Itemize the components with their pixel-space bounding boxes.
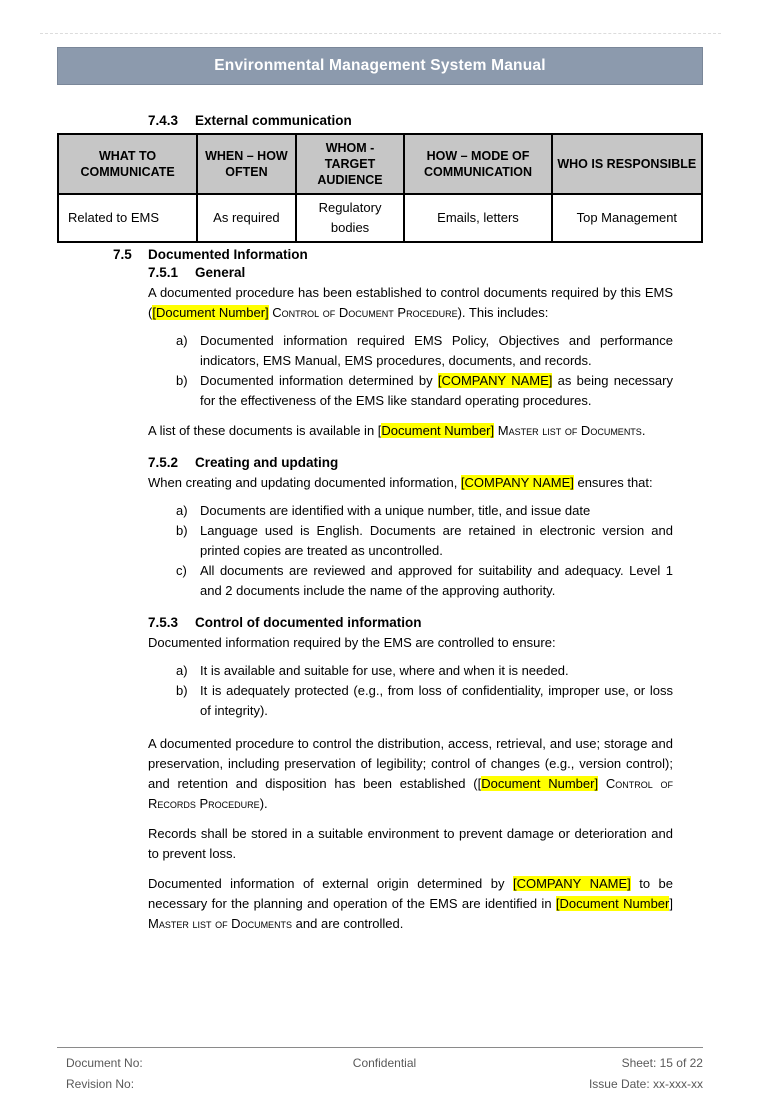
list-item-text: It is adequately protected (e.g., from loss of confidentiality, improper use, or loss of integrity).	[200, 683, 673, 718]
section-number: 7.5.3	[148, 615, 179, 630]
list-marker: a)	[176, 333, 188, 348]
paragraph-751-intro: A documented procedure has been established to control documents required by this EMS ([Document Number] Control of Document Procedure). This includes:	[148, 285, 673, 320]
section-title: General	[195, 265, 246, 280]
paragraph-752-intro: When creating and updating documented information, [COMPANY NAME] ensures that:	[148, 475, 653, 490]
section-number: 7.5.2	[148, 455, 179, 470]
document-body	[0, 85, 761, 934]
list-marker: c)	[176, 563, 187, 578]
section-heading-7-5-2	[148, 455, 673, 471]
list-item-a	[148, 501, 673, 521]
section-heading-7-4-3	[148, 113, 673, 129]
page-top-guide-line	[40, 33, 721, 34]
table-header-cell-who: WHO IS RESPONSIBLE	[552, 134, 702, 194]
table-header-cell-whom: WHOM - TARGET AUDIENCE	[296, 134, 405, 194]
lettered-list-753	[148, 661, 673, 721]
table-row	[58, 194, 702, 242]
section-title: Creating and updating	[195, 455, 339, 470]
table-header-cell-when: WHEN – HOW OFTEN	[197, 134, 296, 194]
table-cell-who: Top Management	[552, 194, 702, 242]
list-item-b	[148, 521, 673, 561]
list-item-a	[148, 661, 673, 681]
footer-left-column	[57, 1053, 278, 1095]
paragraph-753-procedure: A documented procedure to control the distribution, access, retrieval, and use; storage and preservation, including preservation of legibility; control of changes (e.g., version control); and retention and disposition has been established ([Document Number] Control of Records Procedure).	[148, 736, 673, 811]
table-header-row	[58, 134, 702, 194]
list-item-c	[148, 561, 673, 601]
table-cell-whom: Regulatory bodies	[296, 194, 405, 242]
paragraph-751-list-note: A list of these documents is available in [Document Number] Master list of Documents.	[148, 423, 646, 438]
list-marker: a)	[176, 663, 188, 678]
list-item-b	[148, 681, 673, 721]
list-marker: b)	[176, 373, 188, 388]
table-cell-how: Emails, letters	[404, 194, 551, 242]
external-communication-table	[57, 133, 703, 243]
section-heading-7-5-1	[148, 265, 673, 281]
section-heading-7-5-3	[148, 615, 673, 631]
paragraph-753-external: Documented information of external origin determined by [COMPANY NAME] to be necessary for the planning and operation of the EMS are identified in [Document Number] Master list of Documents and are controlled.	[148, 876, 673, 931]
table-header-cell-what: WHAT TO COMMUNICATE	[58, 134, 197, 194]
list-item-text: Language used is English. Documents are retained in electronic version and printed copies are treated as uncontrolled.	[200, 523, 673, 558]
lettered-list-752	[148, 501, 673, 601]
section-number: 7.5	[113, 247, 132, 262]
footer-sheet-number: Sheet: 15 of 22	[621, 1056, 703, 1070]
section-title: Documented Information	[148, 247, 308, 262]
footer-right-column	[491, 1053, 703, 1095]
table-header-cell-how: HOW – MODE OF COMMUNICATION	[404, 134, 551, 194]
document-title: Environmental Management System Manual	[214, 57, 546, 74]
list-item-b	[148, 371, 673, 411]
table-cell-what: Related to EMS	[58, 194, 197, 242]
list-item-a	[148, 331, 673, 371]
section-number: 7.5.1	[148, 265, 179, 280]
list-item-text: Documents are identified with a unique number, title, and issue date	[200, 503, 591, 518]
section-number: 7.4.3	[148, 113, 179, 128]
list-item-text: Documented information determined by [COMPANY NAME] as being necessary for the effectiveness of the EMS like standard operating procedures.	[200, 373, 673, 408]
footer-confidential-label: Confidential	[352, 1056, 417, 1070]
footer-issue-date: Issue Date: xx-xxx-xx	[588, 1077, 703, 1091]
paragraph-753-intro: Documented information required by the EMS are controlled to ensure:	[148, 635, 556, 650]
list-marker: a)	[176, 503, 188, 518]
footer-center-column	[278, 1053, 490, 1095]
section-title: Control of documented information	[195, 615, 422, 630]
footer-document-no-label: Document No:	[66, 1056, 143, 1070]
list-item-text: Documented information required EMS Policy, Objectives and performance indicators, EMS Manual, EMS procedures, documents, and records.	[200, 333, 673, 368]
footer-revision-no-label: Revision No:	[66, 1077, 135, 1091]
document-header-banner	[57, 47, 703, 85]
list-item-text: It is available and suitable for use, where and when it is needed.	[200, 663, 569, 678]
table-cell-when: As required	[197, 194, 296, 242]
page-footer	[57, 1047, 703, 1095]
section-title: External communication	[195, 113, 352, 128]
list-marker: b)	[176, 523, 188, 538]
list-marker: b)	[176, 683, 188, 698]
list-item-text: All documents are reviewed and approved for suitability and adequacy. Level 1 and 2 documents include the name of the approving authority.	[200, 563, 673, 598]
section-heading-7-5	[113, 247, 673, 263]
paragraph-753-records: Records shall be stored in a suitable environment to prevent damage or deterioration and to prevent loss.	[148, 826, 673, 861]
lettered-list-751	[148, 331, 673, 411]
